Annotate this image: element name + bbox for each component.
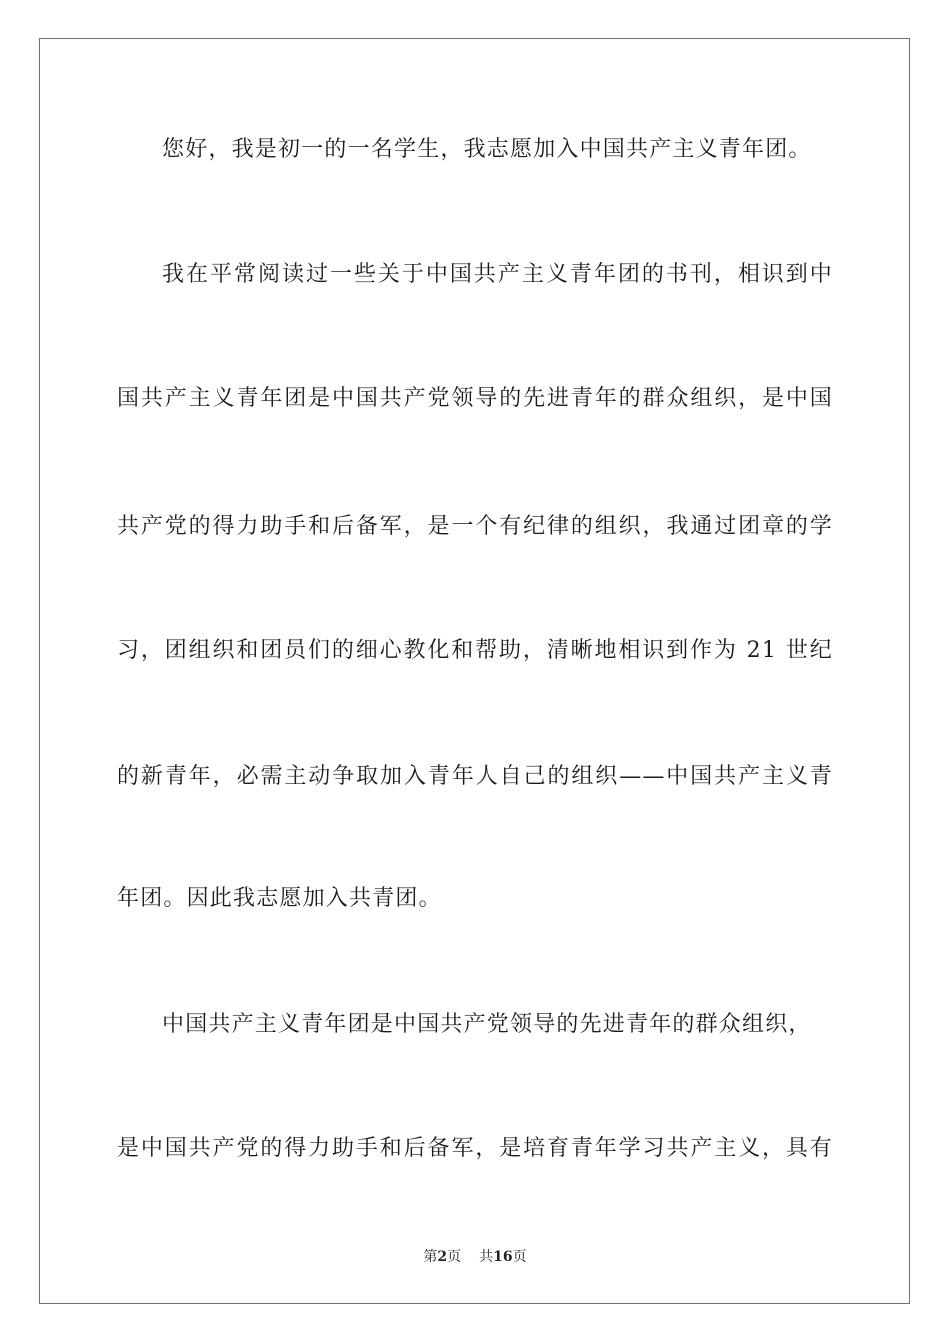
- paragraph-2-line-3: 共产党的得力助手和后备军，是一个有纪律的组织，我通过团章的学: [117, 514, 833, 539]
- paragraph-3-line-2: 是中国共产党的得力助手和后备军，是培育青年学习共产主义，具有: [117, 1136, 833, 1161]
- page-number: 2: [437, 1249, 448, 1265]
- paragraph-2-line-6: 年团。因此我志愿加入共青团。: [117, 886, 442, 911]
- total-pages: 16: [493, 1249, 513, 1265]
- paragraph-3-line-1: 中国共产主义青年团是中国共产党领导的先进青年的群众组织，: [162, 1012, 812, 1037]
- page-suffix: 页: [447, 1249, 462, 1265]
- paragraph-2-line-5: 的新青年，必需主动争取加入青年人自己的组织——中国共产主义青: [117, 764, 833, 789]
- total-suffix: 页: [512, 1249, 527, 1265]
- paragraph-1-line-1: 您好，我是初一的一名学生，我志愿加入中国共产主义青年团。: [162, 137, 812, 162]
- page-frame: [39, 38, 910, 1304]
- paragraph-2-line-1: 我在平常阅读过一些关于中国共产主义青年团的书刊，相识到中: [162, 262, 833, 287]
- page-footer: [0, 1247, 950, 1267]
- paragraph-2-line-4: 习，团组织和团员们的细心教化和帮助，清晰地相识到作为 21 世纪: [117, 638, 833, 663]
- page-prefix: 第: [423, 1249, 438, 1265]
- paragraph-2-line-2: 国共产主义青年团是中国共产党领导的先进青年的群众组织，是中国: [117, 386, 833, 411]
- total-prefix: 共: [479, 1249, 494, 1265]
